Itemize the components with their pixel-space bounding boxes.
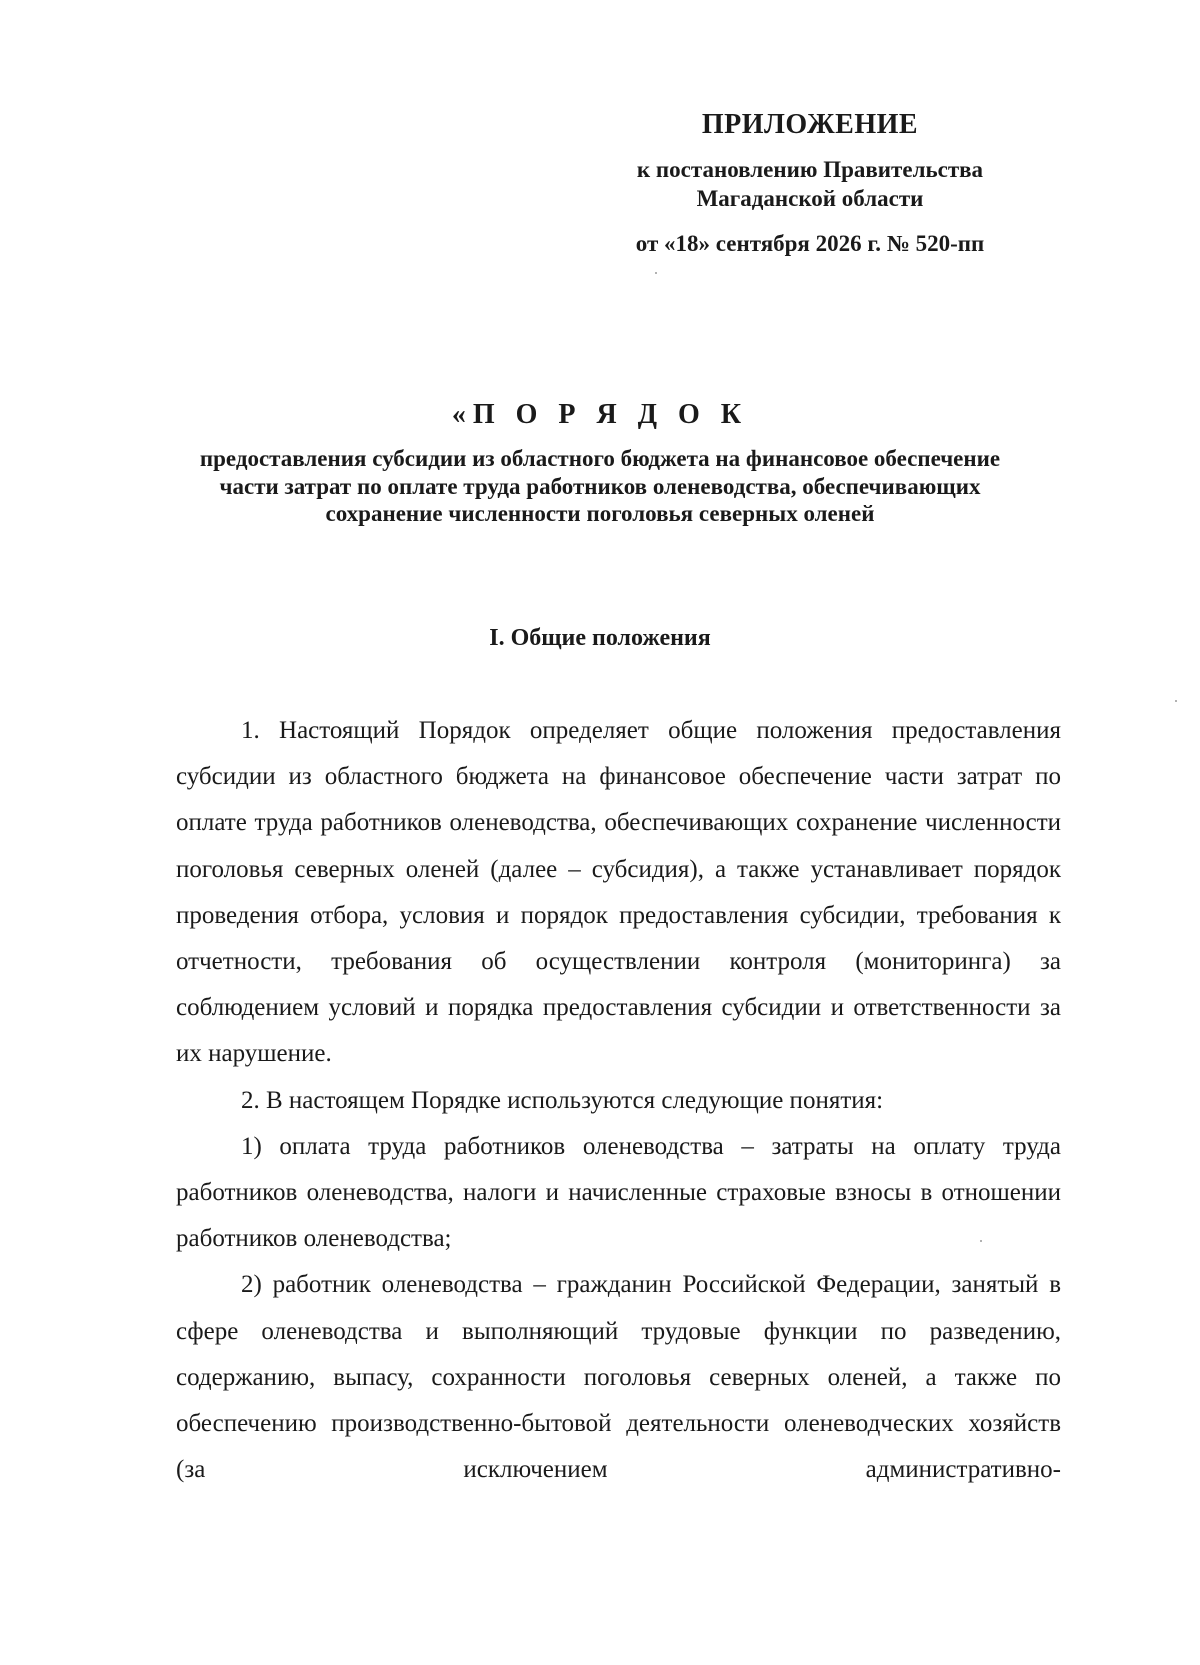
scan-speck — [655, 272, 657, 274]
paragraph-2-item-1: 1) оплата труда работников оленеводства – затраты на оплату труда работников оленеводства, налоги и начисленные страховые взносы в отношении работников оленеводства; — [176, 1132, 1061, 1253]
appendix-title: ПРИЛОЖЕНИЕ — [701, 109, 919, 140]
scan-speck — [1175, 700, 1177, 702]
appendix-region-line: Магаданской области — [696, 186, 924, 211]
paragraph-2-item-2: 2) работник оленеводства – гражданин Российской Федерации, занятый в сфере оленеводства и выполняющий трудовые функции по разведению, содержанию, выпасу, сохранности поголовья северных оленей, а также по обеспечению производственно-бытовой деятельности оленеводческих хозяйств (за исключением административно- — [176, 1271, 1061, 1484]
section-heading: I. Общие положения — [489, 625, 711, 651]
scan-speck — [980, 1240, 982, 1242]
appendix-resolution-line: к постановлению Правительства — [636, 157, 984, 182]
paragraph-2: 2. В настоящем Порядке используются следующие понятия: — [241, 1086, 884, 1114]
appendix-date-number: от «18» сентября 2026 г. № 520-пп — [635, 231, 985, 256]
document-title: «П О Р Я Д О К — [451, 399, 749, 430]
paragraph-1: 1. Настоящий Порядок определяет общие положения предоставления субсидии из областного бюджета на финансовое обеспечение части затрат по оплате труда работников оленеводства, обеспечивающих сохранение численности поголовья северных оленей (далее – субсидия), а также устанавливает порядок проведения отбора, условия и порядок предоставления субсидии, требования к отчетности, требования об осуществлении контроля (мониторинга) за соблюдением условий и порядка предоставления субсидии и ответственности за их нарушение. — [176, 717, 1061, 1068]
document-body — [176, 708, 1061, 1493]
document-subtitle: предоставления субсидии из областного бюджета на финансовое обеспечение части затрат по оплате труда работников оленеводства, обеспечивающих сохранение численности поголовья северных оленей — [199, 446, 1001, 526]
document-title-block — [150, 395, 1050, 528]
appendix-header — [560, 105, 1060, 258]
